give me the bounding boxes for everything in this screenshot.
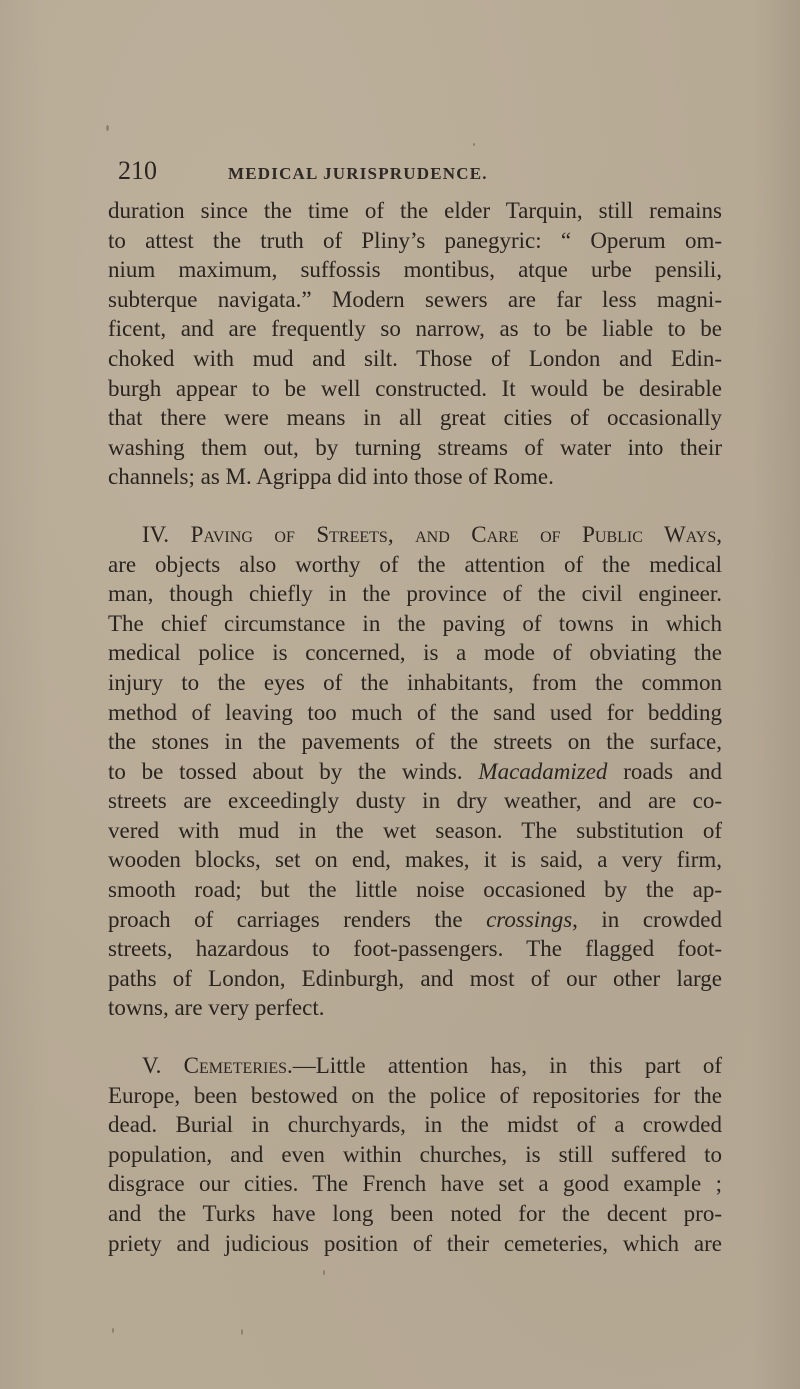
text-line: dead. Burial in churchyards, in the midst of a crowded <box>108 1112 722 1138</box>
text-line: ficent, and are frequently so narrow, as to be liable to be <box>108 316 722 342</box>
text-line: streets, hazardous to foot-passengers. The flagged foot- <box>108 936 722 962</box>
text-line: streets are exceedingly dusty in dry weather, and are co- <box>108 788 722 814</box>
text-line: smooth road; but the little noise occasioned by the ap- <box>108 877 722 903</box>
paragraph-gap <box>108 1023 722 1051</box>
text-line <box>108 757 722 787</box>
text-line: injury to the eyes of the inhabitants, from the common <box>108 669 722 695</box>
paper-speck <box>106 125 109 131</box>
section-number: IV. <box>142 521 170 547</box>
body-text <box>108 196 722 1258</box>
text-run: roads and <box>607 758 723 784</box>
text-line: channels; as M. Agrippa did into those of Rome. <box>108 464 554 490</box>
text-line: medical police is concerned, is a mode of obviating the <box>108 640 722 666</box>
text-line: are objects also worthy of the attention of the medical <box>108 551 722 577</box>
paper-speck <box>473 143 475 146</box>
text-line: wooden blocks, set on end, makes, it is said, a very firm, <box>108 847 722 873</box>
paragraph-sewers <box>108 196 722 492</box>
section-heading-line <box>108 520 722 550</box>
text-line: man, though chiefly in the province of the civil engineer. <box>108 581 722 607</box>
section-title: Cemeteries. <box>183 1053 293 1079</box>
running-head <box>118 156 738 188</box>
page-number: 210 <box>118 156 157 185</box>
text-line: towns, are very perfect. <box>108 995 325 1021</box>
text-line: duration since the time of the elder Tarquin, still remains <box>108 198 722 223</box>
paragraph-paving-of-streets <box>108 520 722 1023</box>
text-line: The chief circumstance in the paving of towns in which <box>108 610 722 636</box>
section-number: V. <box>142 1053 162 1079</box>
paper-speck <box>323 1270 325 1275</box>
text-line: the stones in the pavements of the streets on the surface, <box>108 729 722 755</box>
paper-speck <box>112 1328 114 1333</box>
text-line: priety and judicious position of their cemeteries, which are <box>108 1230 722 1256</box>
paragraph-cemeteries <box>108 1051 722 1258</box>
text-line: burgh appear to be well constructed. It would be desirable <box>108 375 722 401</box>
text-line: population, and even within churches, is still suffered to <box>108 1141 722 1167</box>
text-line: choked with mud and silt. Those of London and Edin- <box>108 345 722 371</box>
text-line: to attest the truth of Pliny’s panegyric: “ Operum om- <box>108 227 722 253</box>
text-line: washing them out, by turning streams of water into their <box>108 434 722 460</box>
italic-term-macadamized: Macadamized <box>478 758 608 784</box>
section-heading-line <box>108 1051 722 1081</box>
text-run: to be tossed about by the winds. <box>108 758 479 784</box>
text-line: disgrace our cities. The French have set a good example ; <box>108 1171 722 1197</box>
text-line: vered with mud in the wet season. The substitution of <box>108 817 722 843</box>
italic-term-crossings: crossings <box>486 906 573 932</box>
text-line: method of leaving too much of the sand used for bedding <box>108 699 722 725</box>
text-line: subterque navigata.” Modern sewers are far less magni- <box>108 286 722 312</box>
text-line: paths of London, Edinburgh, and most of our other large <box>108 965 722 991</box>
paragraph-gap <box>108 492 722 520</box>
text-line <box>108 905 722 935</box>
text-line: nium maximum, suffossis montibus, atque urbe pensili, <box>108 257 722 283</box>
running-title: MEDICAL JURISPRUDENCE. <box>228 164 488 183</box>
paper-speck <box>241 1329 243 1335</box>
text-line: that there were means in all great cities of occasionally <box>108 405 722 431</box>
section-title: Paving of Streets, and Care of Public Ways, <box>190 521 722 547</box>
text-run: —Little attention has, in this part of <box>292 1053 722 1079</box>
text-run: , in crowded <box>572 906 723 932</box>
text-line: Europe, been bestowed on the police of repositories for the <box>108 1082 722 1108</box>
text-run: proach of carriages renders the <box>108 906 487 932</box>
text-line: and the Turks have long been noted for the decent pro- <box>108 1201 722 1226</box>
